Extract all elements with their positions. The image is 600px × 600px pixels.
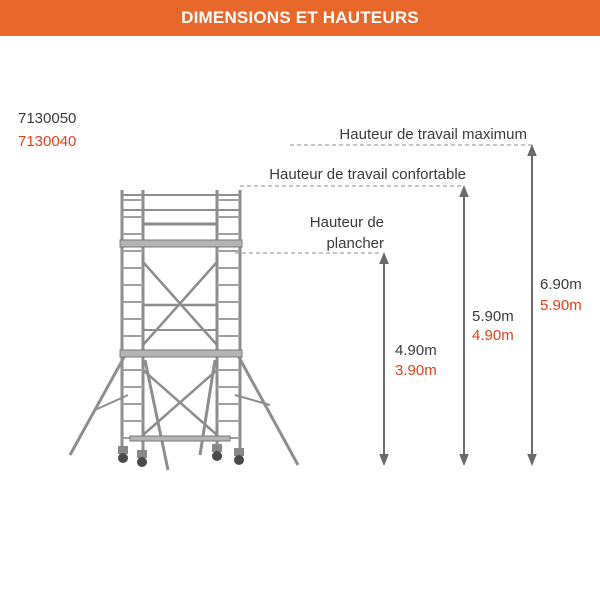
floor-height-value-a: 4.90m	[395, 342, 437, 359]
reference-7130040: 7130040	[18, 133, 77, 150]
castor-wheels	[118, 444, 244, 467]
max-work-height-label: Hauteur de travail maximum	[339, 126, 527, 143]
comfort-work-height-label: Hauteur de travail confortable	[269, 166, 466, 183]
scaffold-tower	[70, 190, 298, 470]
reference-7130050: 7130050	[18, 110, 77, 127]
floor-height-label-line1: Hauteur de	[309, 214, 384, 231]
floor-height-value-b: 3.90m	[395, 362, 437, 379]
comfort-height-value-a: 5.90m	[472, 308, 514, 325]
page-title: DIMENSIONS ET HAUTEURS	[181, 8, 419, 27]
comfort-height-value-b: 4.90m	[472, 327, 514, 344]
max-height-value-b: 5.90m	[540, 297, 582, 314]
scaffold-platforms	[120, 240, 242, 441]
max-height-value-a: 6.90m	[540, 276, 582, 293]
floor-height-label-line2: plancher	[326, 235, 384, 252]
